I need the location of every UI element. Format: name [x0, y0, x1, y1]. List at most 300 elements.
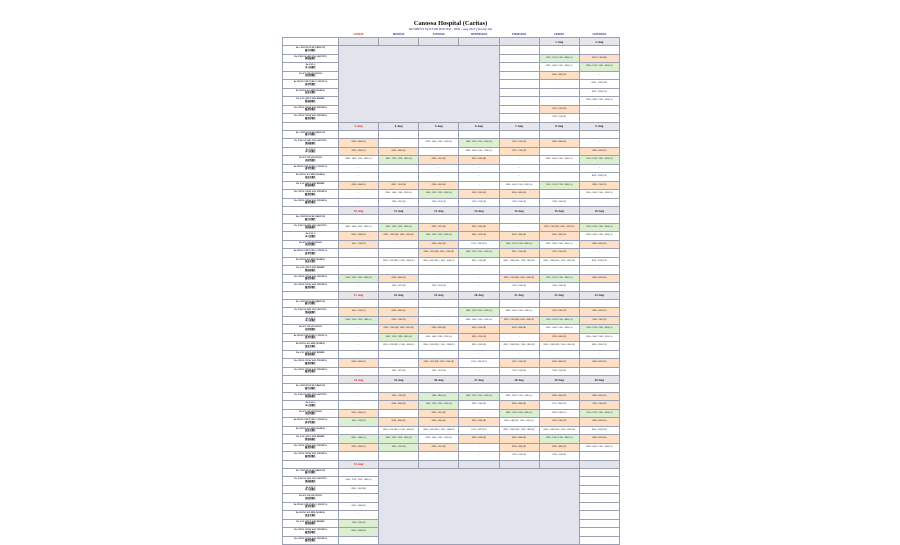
- doctor-name-cell: [283, 88, 339, 97]
- doctor-name-cell: [283, 114, 339, 123]
- shift-cell: 0900 - 0000 (R): [579, 274, 619, 283]
- shift-cell: -: [539, 190, 579, 199]
- doctor-name-cell: [283, 63, 339, 72]
- date-cell: 31-Aug: [339, 460, 379, 468]
- roster-table: [282, 31, 620, 545]
- unused-days-block: [379, 468, 580, 545]
- doctor-name-en: Dr. TANG KAM LUNG (KENNY): [294, 140, 327, 143]
- shift-cell: [419, 299, 459, 308]
- shift-cell: [339, 468, 379, 477]
- date-cell: 24-Aug: [339, 376, 379, 384]
- doctor-name-cell: [283, 147, 339, 156]
- shift-cell: 1000 - 0900 (A): [419, 392, 459, 401]
- shift-cell: -: [419, 147, 459, 156]
- doctor-name-cell: [283, 130, 339, 139]
- doctor-name-en: Dr. WONG KA MEI (MABEL): [295, 174, 326, 177]
- shift-cell: 1000 - 2300 (N): [499, 359, 539, 368]
- shift-cell: 0900 - 1200 (RU) / 1500 - 1800 (E): [419, 342, 459, 351]
- roster-document: [282, 20, 619, 545]
- shift-cell: [579, 215, 619, 224]
- doctor-name-en: Dr. WU CHANG HOI B: [299, 495, 322, 498]
- doctor-row: [283, 139, 620, 148]
- shift-cell: 1930 - 2330 (E): [379, 367, 419, 376]
- doctor-name-cell: [283, 232, 339, 241]
- shift-cell: -: [379, 139, 419, 148]
- weekday-label: SUNDAY: [353, 32, 364, 36]
- doctor-name-zh: 陳丹琪醫生: [305, 218, 316, 221]
- doctor-name-cell: [283, 435, 339, 444]
- shift-cell: 0900 - 0000 (R): [579, 435, 619, 444]
- doctor-name-zh: 劉俊樹醫生: [305, 354, 316, 357]
- doctor-name-cell: [283, 468, 339, 477]
- doctor-name-zh: 陳澤偉醫生: [305, 286, 316, 289]
- doctor-name-cell: [283, 511, 339, 520]
- doctor-name-zh: 潘翠瑩醫生: [305, 168, 316, 171]
- doctor-name-zh: 鄧錦龍醫生: [305, 142, 316, 145]
- doctor-row: [283, 308, 620, 317]
- doctor-name-zh: 黃嘉美醫生: [305, 514, 316, 517]
- doctor-name-cell: [283, 485, 339, 494]
- doctor-name-cell: [283, 392, 339, 401]
- doctor-name-zh: 胡政凱醫生: [305, 159, 316, 162]
- doctor-name-en: Dr. CHAN CHAK WAI, THOMAS: [294, 275, 327, 278]
- shift-cell: [379, 130, 419, 139]
- shift-cell: 1930 - 2330 (E): [379, 283, 419, 292]
- shift-cell: 1000 - 1230 / 1330 - 1800 (A): [339, 477, 379, 486]
- shift-cell: [579, 528, 619, 537]
- shift-cell: 0900 - 1400 / 1500 - 1900 (A): [539, 63, 579, 72]
- shift-cell: 0900 - 2300 (N): [579, 181, 619, 190]
- doctor-row: [283, 350, 620, 359]
- doctor-name-cell: [283, 173, 339, 182]
- doctor-name-zh: 陳丹琪醫生: [305, 387, 316, 390]
- doctor-name-zh: 李小姐醫生: [305, 66, 316, 69]
- shift-cell: 0900 - 0000 (R): [459, 435, 499, 444]
- shift-cell: 1000 - 2300 (N): [579, 316, 619, 325]
- shift-cell: [499, 88, 539, 97]
- doctor-name-zh: 劉俊樹醫生: [305, 523, 316, 526]
- shift-cell: 0900 - 1300 (M) / 1600 - 2000 (E): [499, 316, 539, 325]
- doctor-name-en: Dr. LAU CHUN SHU BIRDIE: [296, 182, 325, 185]
- shift-cell: 1930 - 2330 (E): [499, 198, 539, 207]
- shift-cell: -: [499, 173, 539, 182]
- shift-cell: -: [539, 97, 579, 106]
- shift-cell: -: [499, 156, 539, 165]
- shift-cell: 0900 - 0000 (R): [499, 325, 539, 334]
- shift-cell: 0900 - 1400 / 1500 - 1900 (A): [419, 333, 459, 342]
- shift-cell: 1000 - 2300 (N): [499, 139, 539, 148]
- date-cell: 12-Aug: [419, 207, 459, 215]
- shift-cell: 0900 - 1400 / 1500 - 1900 (A): [459, 147, 499, 156]
- shift-cell: -: [339, 426, 379, 435]
- doctor-name-en: Dr. WONG KA MEI (MABEL): [295, 89, 326, 92]
- shift-cell: 0900 - 1200 (RU) / 1500 - 1800 (E): [539, 342, 579, 351]
- shift-cell: [459, 384, 499, 393]
- doctor-row: [283, 223, 620, 232]
- doctor-name-zh: 劉俊樹醫生: [305, 185, 316, 188]
- shift-cell: 0900 - 0000 (R): [499, 190, 539, 199]
- shift-cell: -: [339, 401, 379, 410]
- doctor-row: [283, 232, 620, 241]
- shift-cell: -: [459, 266, 499, 275]
- shift-cell: 0900 - 0000 (R): [379, 147, 419, 156]
- doctor-name-en: Dr. LAU CHUN SHU BIRDIE: [296, 351, 325, 354]
- shift-cell: -: [539, 147, 579, 156]
- shift-cell: -: [379, 173, 419, 182]
- shift-cell: 1000 - 1230 / 1330 - 1800 (A): [339, 274, 379, 283]
- shift-cell: -: [459, 350, 499, 359]
- doctor-name-zh: 陳澤偉醫生: [305, 540, 316, 543]
- doctor-name-en: Dr. WU CHANG HOI B: [299, 72, 322, 75]
- shift-cell: -: [339, 511, 379, 520]
- shift-cell: 0900 - 0000 (R): [459, 156, 499, 165]
- doctor-name-cell: [283, 223, 339, 232]
- shift-cell: -: [499, 223, 539, 232]
- shift-cell: 0900 - 0000 (R): [459, 418, 499, 427]
- shift-cell: [379, 215, 419, 224]
- doctor-row: [283, 299, 620, 308]
- shift-cell: 1400 - 2300 (N): [539, 418, 579, 427]
- doctor-row: [283, 452, 620, 461]
- shift-cell: 1830 - 2230 (EV): [579, 342, 619, 351]
- shift-cell: 0900 - 1300 / 1330 - 1800 (A): [539, 435, 579, 444]
- doctor-name-zh: 胡政凱醫生: [305, 413, 316, 416]
- shift-cell: [459, 215, 499, 224]
- empty-date-cell: [419, 460, 459, 468]
- shift-cell: -: [339, 536, 379, 545]
- shift-cell: 0900 - 1400 / 1500 - 1900 (A): [339, 156, 379, 165]
- doctor-name-cell: [283, 139, 339, 148]
- doctor-name-en: Dr. WU CHANG HOI B: [299, 241, 322, 244]
- shift-cell: -: [339, 333, 379, 342]
- date-cell: 1-Aug: [539, 38, 579, 46]
- empty-date-cell: [339, 38, 379, 46]
- doctor-name-cell: [283, 274, 339, 283]
- shift-cell: -: [459, 173, 499, 182]
- shift-cell: -: [379, 350, 419, 359]
- shift-cell: 1000 - 1230 / 1330 - 1800 (A): [499, 240, 539, 249]
- doctor-name-zh: 潘翠瑩醫生: [305, 83, 316, 86]
- doctor-name-cell: [283, 333, 339, 342]
- doctor-row: [283, 156, 620, 165]
- weekday-label: TUESDAY: [432, 32, 445, 36]
- doctor-name-zh: 鄧錦龍醫生: [305, 396, 316, 399]
- date-cell: 5-Aug: [419, 122, 459, 130]
- shift-cell: 0900 - 1400 / 1500 - 1900 (A): [339, 223, 379, 232]
- doctor-name-en: Dr. WONG KA MEI (MABEL): [295, 427, 326, 430]
- doctor-row: [283, 266, 620, 275]
- shift-cell: 1930 - 2330 (E): [499, 367, 539, 376]
- shift-cell: 0900 - 0000 (R): [499, 232, 539, 241]
- shift-cell: 0900 - 0000 (R): [459, 190, 499, 199]
- date-cell: 7-Aug: [499, 122, 539, 130]
- shift-cell: [419, 215, 459, 224]
- shift-cell: 0900 - 1000 (R): [459, 257, 499, 266]
- shift-cell: 0900 - 1400 / 1500 - 1900 (A): [459, 316, 499, 325]
- doctor-name-en: Dr. WONG KA MEI (MABEL): [295, 512, 326, 515]
- shift-cell: 0900 - 0000 (R): [459, 325, 499, 334]
- doctor-row: [283, 325, 620, 334]
- shift-cell: 1930 - 2330 (E): [539, 114, 579, 123]
- shift-cell: 1930 - 2330 (E): [419, 198, 459, 207]
- doctor-name-cell: [283, 46, 339, 55]
- shift-cell: 0900 - 0000 (R): [459, 342, 499, 351]
- doctor-name-cell: [283, 443, 339, 452]
- shift-cell: 0900 - 2300 (N): [419, 223, 459, 232]
- doctor-name-en: Dr. LAU CHUN SHU BIRDIE: [296, 267, 325, 270]
- date-cell: 20-Aug: [459, 291, 499, 299]
- shift-cell: 1000 - 1230 / 1330 - 1800 (A): [459, 308, 499, 317]
- shift-cell: 0900 - 1400 (E): [459, 401, 499, 410]
- shift-cell: [499, 215, 539, 224]
- shift-cell: [539, 46, 579, 55]
- weekday-label: SATURDAY: [592, 32, 607, 36]
- shift-cell: 0900 - 1400 / 1500 - 1900 (A): [499, 181, 539, 190]
- empty-date-cell: [459, 460, 499, 468]
- doctor-name-cell: [283, 240, 339, 249]
- shift-cell: 1000 - 2300 (N): [339, 240, 379, 249]
- doctor-row: [283, 359, 620, 368]
- shift-cell: 1000 - 1230 / 1330 - 1800 (A): [539, 54, 579, 63]
- date-cell: 8-Aug: [539, 122, 579, 130]
- shift-cell: [339, 215, 379, 224]
- shift-cell: 0900 - 0000 (R): [579, 147, 619, 156]
- shift-cell: 0900 - 2300 (N): [419, 443, 459, 452]
- doctor-name-zh: 黃嘉美醫生: [305, 261, 316, 264]
- shift-cell: 1000 - 1230 / 1330 - 1800 (A): [579, 223, 619, 232]
- doctor-row: [283, 342, 620, 351]
- shift-cell: 1000 - 1230 / 1330 - 1800 (A): [539, 274, 579, 283]
- shift-cell: 0900 - 0000 (R): [539, 71, 579, 80]
- date-cell: 26-Aug: [419, 376, 459, 384]
- shift-cell: -: [379, 249, 419, 258]
- shift-cell: -: [459, 181, 499, 190]
- doctor-row: [283, 384, 620, 393]
- doctor-row: [283, 401, 620, 410]
- doctor-name-cell: [283, 156, 339, 165]
- shift-cell: 0900 - 0000 (R): [499, 443, 539, 452]
- shift-cell: -: [339, 367, 379, 376]
- doctor-name-zh: 陳澤偉醫生: [305, 447, 316, 450]
- shift-cell: 0900 - 2300 (N): [419, 409, 459, 418]
- shift-cell: 0900 - 1300 (M): [339, 485, 379, 494]
- doctor-name-zh: 陳丹琪醫生: [305, 303, 316, 306]
- empty-date-cell: [499, 460, 539, 468]
- shift-cell: 1930 - 2330 (E): [539, 198, 579, 207]
- doctor-name-cell: [283, 367, 339, 376]
- doctor-name-cell: [283, 164, 339, 173]
- shift-cell: 0900 - 0000 (R): [539, 232, 579, 241]
- shift-cell: 0900 - 1400 / 1500 - 1900 (A): [579, 190, 619, 199]
- doctor-name-en: Dr. CHAN DAN KEI (BRYAN): [295, 385, 326, 388]
- shift-cell: 1000 - 1230 / 1330 - 1800 (A): [379, 223, 419, 232]
- shift-cell: 1930 - 2330 (E): [539, 367, 579, 376]
- shift-cell: -: [419, 308, 459, 317]
- shift-cell: 0900 - 0000 (R): [419, 325, 459, 334]
- shift-cell: -: [459, 164, 499, 173]
- date-cell: 2-Aug: [579, 38, 619, 46]
- doctor-name-en: Dr. TANG KAM LUNG (KENNY): [294, 224, 327, 227]
- doctor-name-zh: 黃嘉美醫生: [305, 345, 316, 348]
- shift-cell: -: [539, 173, 579, 182]
- shift-cell: 0900 - 1300 / 1630 - 1800 (A): [499, 409, 539, 418]
- empty-date-cell: [379, 460, 419, 468]
- doctor-name-en: Dr. TANG KAM LUNG (KENNY): [294, 478, 327, 481]
- date-cell: 29-Aug: [539, 376, 579, 384]
- date-cell: 3-Aug: [339, 122, 379, 130]
- shift-cell: 0900 - 1400 / 1500 - 1900 (A): [579, 333, 619, 342]
- shift-cell: -: [339, 452, 379, 461]
- shift-cell: -: [379, 266, 419, 275]
- doctor-name-zh: 劉俊樹醫生: [305, 438, 316, 441]
- shift-cell: 1000 - 2300 (N): [539, 308, 579, 317]
- shift-cell: 1000 - 1230 / 1330 - 1800 (A): [419, 190, 459, 199]
- doctor-name-en: Dr. CHAN DAN KEI (BRYAN): [295, 469, 326, 472]
- doctor-name-cell: [283, 401, 339, 410]
- doctor-name-cell: [283, 308, 339, 317]
- shift-cell: 0900 - 0000 (R): [579, 359, 619, 368]
- shift-cell: 0900 - 1300 (M) / 1600 - 2000 (E): [539, 223, 579, 232]
- shift-cell: 1700 - 2100 (E): [339, 519, 379, 528]
- doctor-row: [283, 443, 620, 452]
- doctor-name-zh: 李小姐醫生: [305, 235, 316, 238]
- shift-cell: 0900 - 0000 (R): [539, 359, 579, 368]
- doctor-name-en: Dr. CHAN CHAK WAI, THOMAS: [294, 115, 327, 118]
- shift-cell: 0900 - 0000 (R): [539, 392, 579, 401]
- doctor-row: [283, 274, 620, 283]
- doctor-name-en: Dr. CHAN CHAK WAI, THOMAS: [294, 360, 327, 363]
- shift-cell: -: [539, 164, 579, 173]
- shift-cell: -: [579, 105, 619, 114]
- doctor-name-zh: 李小姐醫生: [305, 320, 316, 323]
- doctor-name-cell: [283, 105, 339, 114]
- doctor-name-zh: 陳澤偉醫生: [305, 531, 316, 534]
- doctor-name-cell: [283, 283, 339, 292]
- empty-date-cell: [539, 460, 579, 468]
- shift-cell: 0900 - 1200 (RU) / 1500 - 1800 (E): [499, 342, 539, 351]
- shift-cell: -: [339, 266, 379, 275]
- shift-cell: 0900 - 1400 / 1500 - 1900 (A): [419, 139, 459, 148]
- week-date-row: [283, 122, 620, 130]
- shift-cell: -: [339, 325, 379, 334]
- shift-cell: [539, 384, 579, 393]
- doctor-name-en: Dr. CHAN DAN KEI (BRYAN): [295, 131, 326, 134]
- doctor-name-zh: 黃嘉美醫生: [305, 176, 316, 179]
- shift-cell: 0900 - 0000 (R): [539, 443, 579, 452]
- doctor-name-zh: 陳丹琪醫生: [305, 134, 316, 137]
- date-cell: 30-Aug: [579, 376, 619, 384]
- shift-cell: -: [459, 283, 499, 292]
- doctor-row: [283, 164, 620, 173]
- empty-date-cell: [579, 460, 619, 468]
- shift-cell: 0900 - 0000 (R): [339, 528, 379, 537]
- shift-cell: 0900 - 2300 (N): [459, 333, 499, 342]
- date-cell: 6-Aug: [459, 122, 499, 130]
- doctor-name-zh: 陳丹琪醫生: [305, 49, 316, 52]
- shift-cell: 0900 - 1200 (RU) / 1500 - 1800 (E): [379, 426, 419, 435]
- shift-cell: 0900 - 1200 (RU) / 1500 - 1800 (E): [499, 426, 539, 435]
- doctor-row: [283, 283, 620, 292]
- week-date-spacer: [283, 291, 339, 299]
- date-cell: 17-Aug: [339, 291, 379, 299]
- shift-cell: 1000 - 2300 (N): [539, 249, 579, 258]
- shift-cell: 1930 - 2330 (E): [419, 367, 459, 376]
- shift-cell: 1000 - 1230 / 1330 - 1800 (A): [379, 333, 419, 342]
- doctor-row: [283, 46, 620, 55]
- doctor-name-cell: [283, 452, 339, 461]
- shift-cell: -: [379, 164, 419, 173]
- shift-cell: [579, 494, 619, 503]
- doctor-name-zh: 潘翠瑩醫生: [305, 337, 316, 340]
- doctor-row: [283, 367, 620, 376]
- doctor-name-en: Dr. POON CHUI YING (ANGELA): [293, 503, 328, 506]
- doctor-name-en: Dr. LEE S: [305, 402, 316, 405]
- doctor-name-en: Dr. CHAN CHAK WAI, THOMAS: [294, 537, 327, 540]
- week-date-spacer: [283, 460, 339, 468]
- week-date-row: [283, 291, 620, 299]
- week-date-row: [283, 376, 620, 384]
- shift-cell: [499, 80, 539, 89]
- doctor-name-zh: 鄧錦龍醫生: [305, 480, 316, 483]
- shift-cell: -: [419, 452, 459, 461]
- shift-cell: [339, 130, 379, 139]
- shift-cell: [459, 130, 499, 139]
- date-cell: 4-Aug: [379, 122, 419, 130]
- shift-cell: 0900 - 1200 (RU) / 1500 - 1800 (E): [419, 426, 459, 435]
- shift-cell: 0900 - 1300 (M) / 1600 - 2000 (E): [419, 249, 459, 258]
- doctor-name-zh: 陳丹琪醫生: [305, 472, 316, 475]
- shift-cell: [499, 54, 539, 63]
- shift-cell: [579, 46, 619, 55]
- shift-cell: 1000 - 2330 (N): [339, 418, 379, 427]
- doctor-name-zh: 陳澤偉醫生: [305, 371, 316, 374]
- shift-cell: -: [539, 88, 579, 97]
- shift-cell: -: [579, 71, 619, 80]
- shift-cell: [579, 468, 619, 477]
- doctor-name-cell: [283, 409, 339, 418]
- unused-days-block: [339, 46, 500, 123]
- doctor-name-zh: 胡政凱醫生: [305, 497, 316, 500]
- shift-cell: 1830 - 2230 (EV): [579, 426, 619, 435]
- shift-cell: [579, 114, 619, 123]
- shift-cell: -: [419, 164, 459, 173]
- doctor-name-cell: [283, 97, 339, 106]
- doctor-name-en: Dr. TANG KAM LUNG (KENNY): [294, 55, 327, 58]
- shift-cell: 0900 - 0000 (R): [579, 240, 619, 249]
- empty-date-cell: [419, 38, 459, 46]
- shift-cell: [499, 114, 539, 123]
- doctor-row: [283, 173, 620, 182]
- shift-cell: 1000 - 1230 / 1330 - 1800 (A): [459, 249, 499, 258]
- doctor-name-zh: 陳澤偉醫生: [305, 362, 316, 365]
- doctor-name-cell: [283, 71, 339, 80]
- doctor-name-cell: [283, 54, 339, 63]
- shift-cell: -: [339, 249, 379, 258]
- doctor-name-zh: 李小姐醫生: [305, 489, 316, 492]
- date-cell: 9-Aug: [579, 122, 619, 130]
- shift-cell: 0900 - 0000 (R): [379, 401, 419, 410]
- shift-cell: 0900 - 1300 (M) / 1600 - 2000 (E): [379, 325, 419, 334]
- shift-cell: 0900 - 0000 (R): [539, 333, 579, 342]
- date-cell: 25-Aug: [379, 376, 419, 384]
- shift-cell: 1930 - 2330 (E): [499, 452, 539, 461]
- shift-cell: -: [499, 266, 539, 275]
- shift-cell: [339, 384, 379, 393]
- shift-cell: 1000 - 1230 / 1330 - 1800 (A): [419, 232, 459, 241]
- shift-cell: -: [419, 350, 459, 359]
- shift-cell: -: [379, 240, 419, 249]
- shift-cell: 1000 - 1230 / 1330 - 1800 (A): [379, 156, 419, 165]
